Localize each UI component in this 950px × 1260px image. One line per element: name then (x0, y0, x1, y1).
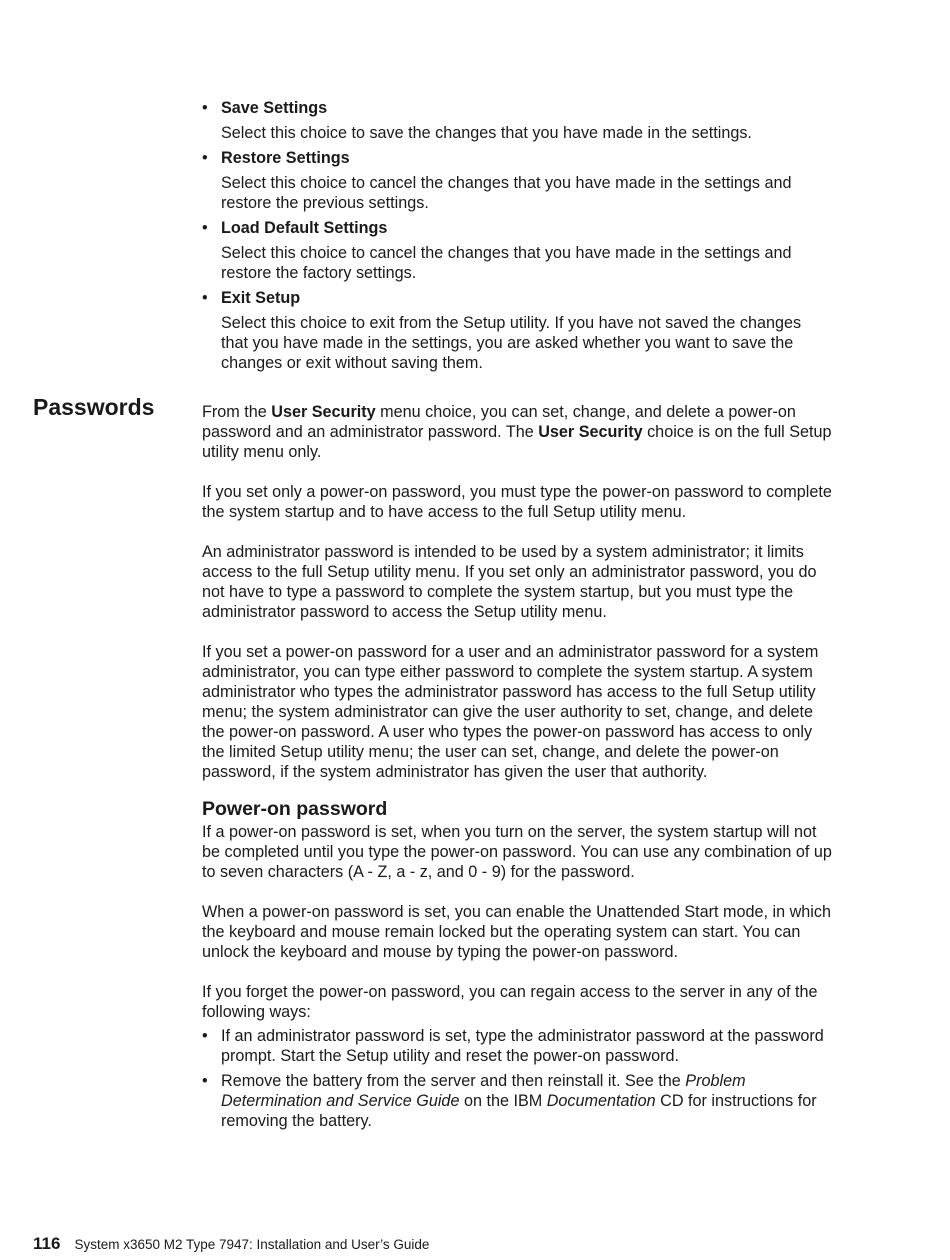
italic-title: Problem Determination and Service Guide (221, 1072, 746, 1110)
choice-description: Select this choice to cancel the changes that you have made in the settings and restore the factory settings. (221, 244, 792, 282)
passwords-section-body (202, 402, 832, 1131)
choice-term: • Exit Setup (221, 289, 301, 307)
page-content (202, 98, 832, 1136)
subsection-heading: Power-on password (202, 798, 388, 820)
page-number: 116 (33, 1234, 61, 1253)
page-footer (33, 1234, 913, 1255)
text-run: choice is on the full Setup utility menu only. (202, 423, 832, 461)
choice-term: • Save Settings (221, 99, 328, 117)
choice-term: • Load Default Settings (221, 219, 388, 237)
list-item (202, 98, 832, 143)
list-item (202, 288, 832, 373)
paragraph: When a power-on password is set, you can enable the Unattended Start mode, in which the keyboard and mouse remain locked but the operating system can start. You can unlock the keyboard and mouse by typing the power-on password. (202, 903, 831, 961)
bold-term: User Security (538, 423, 643, 441)
choice-description: Select this choice to cancel the changes that you have made in the settings and restore the previous settings. (221, 174, 792, 212)
list-item (202, 148, 832, 213)
paragraph: An administrator password is intended to be used by a system administrator; it limits access to the full Setup utility menu. If you set only an administrator password, you do not have to type a password to complete the system startup, but you must type the administrator password to access the Setup utility menu. (202, 543, 817, 621)
paragraph: If you forget the power-on password, you can regain access to the server in any of the following ways: (202, 983, 818, 1021)
text-run: menu choice, you can set, change, and delete a power-on password and an administrator password. The (202, 403, 796, 441)
list-item: • If an administrator password is set, type the administrator password at the password prompt. Start the Setup utility and reset the power-on password. (202, 1026, 832, 1066)
italic-title: Documentation (546, 1092, 656, 1110)
bold-term: User Security (271, 403, 376, 421)
choice-term: • Restore Settings (221, 149, 350, 167)
text-run: From the (202, 403, 272, 421)
text-run: Remove the battery from the server and then reinstall it. See the (221, 1072, 686, 1090)
paragraph (202, 402, 832, 462)
paragraph: If you set only a power-on password, you must type the power-on password to complete the system startup and to have access to the full Setup utility menu. (202, 483, 832, 521)
document-title: System x3650 M2 Type 7947: Installation and User’s Guide (74, 1237, 430, 1252)
choice-description: Select this choice to exit from the Setup utility. If you have not saved the changes that you have made in the settings, you are asked whether you want to save the changes or exit without saving them. (221, 314, 802, 372)
menu-choices-list (202, 98, 832, 373)
paragraph: If a power-on password is set, when you turn on the server, the system startup will not be completed until you type the power-on password. You can use any combination of up to seven characters (A - Z, a - z, and 0 - 9) for the password. (202, 823, 832, 881)
paragraph: If you set a power-on password for a user and an administrator password for a system administrator, you can type either password to complete the system startup. A system administrator who types the administrator password has access to the full Setup utility menu; the system administrator can give the user authority to set, change, and delete the power-on password. A user who types the power-on password has access to only the limited Setup utility menu; the user can set, change, and delete the power-on password, if the system administrator has given the user that authority. (202, 643, 819, 781)
list-item (202, 1071, 832, 1131)
section-heading: Passwords (33, 394, 155, 420)
recovery-options-list (202, 1026, 832, 1131)
text-run: CD for instructions for removing the battery. (221, 1092, 817, 1130)
text-run: on the IBM (459, 1092, 547, 1110)
list-item (202, 218, 832, 283)
choice-description: Select this choice to save the changes that you have made in the settings. (221, 124, 752, 142)
